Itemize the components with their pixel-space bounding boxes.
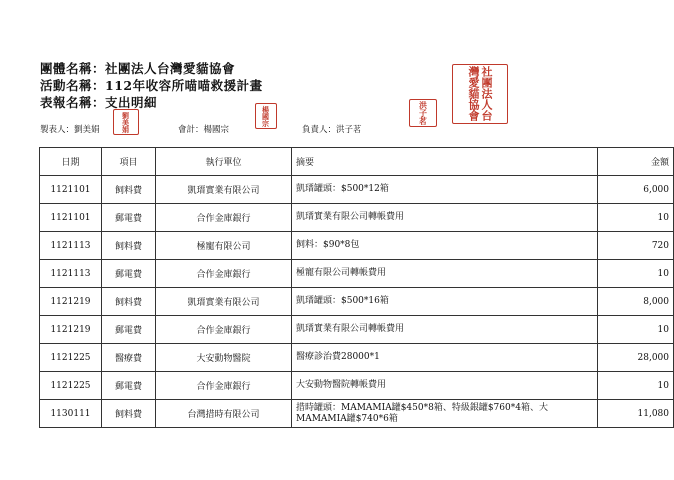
cell-unit: 凱瑨實業有限公司	[156, 288, 292, 316]
cell-unit: 合作金庫銀行	[156, 372, 292, 400]
table-row	[40, 372, 674, 400]
cell-unit: 合作金庫銀行	[156, 260, 292, 288]
header-date: 日期	[40, 148, 102, 176]
table-row	[40, 400, 674, 428]
expense-table	[39, 147, 674, 428]
cell-amount: 11,080	[598, 400, 674, 428]
organization-name: 團體名稱：社團法人台灣愛貓協會	[40, 61, 236, 76]
cell-unit: 合作金庫銀行	[156, 204, 292, 232]
table-row	[40, 176, 674, 204]
cell-summary: 凱瑨罐頭：$500*12箱	[292, 176, 598, 204]
cell-summary: 極寵有限公司轉帳費用	[292, 260, 598, 288]
cell-unit: 台灣措時有限公司	[156, 400, 292, 428]
report-name: 表報名稱：支出明細	[40, 95, 158, 110]
preparer-label: 製表人：劉美娟	[40, 125, 100, 135]
cell-date: 1121219	[40, 288, 102, 316]
preparer-seal: 劉美娟	[113, 109, 139, 135]
cell-date: 1121113	[40, 232, 102, 260]
header-unit: 執行單位	[156, 148, 292, 176]
cell-amount: 10	[598, 204, 674, 232]
cell-amount: 28,000	[598, 344, 674, 372]
cell-amount: 6,000	[598, 176, 674, 204]
table-row	[40, 204, 674, 232]
activity-name: 活動名稱：112年收容所喵喵救援計畫	[40, 78, 263, 93]
cell-summary: 凱瑨實業有限公司轉帳費用	[292, 204, 598, 232]
cell-unit: 極寵有限公司	[156, 232, 292, 260]
cell-item: 飼料費	[102, 232, 156, 260]
manager-label: 負責人：洪子茗	[302, 125, 362, 135]
organization-seal: 社團法人台灣愛貓協會	[452, 64, 508, 124]
cell-amount: 8,000	[598, 288, 674, 316]
cell-amount: 10	[598, 260, 674, 288]
cell-item: 郵電費	[102, 204, 156, 232]
header-summary: 摘要	[292, 148, 598, 176]
table-header-row	[40, 148, 674, 176]
accountant-seal: 楊國宗	[255, 103, 277, 129]
table-row	[40, 344, 674, 372]
header-amount: 金額	[598, 148, 674, 176]
cell-summary: 措時罐頭：MAMAMIA罐$450*8箱、特級銀罐$760*4箱、大MAMAMIA罐$740*6箱	[292, 400, 598, 428]
header-item: 項目	[102, 148, 156, 176]
cell-item: 郵電費	[102, 260, 156, 288]
cell-date: 1121219	[40, 316, 102, 344]
manager-seal: 洪子茗	[409, 99, 437, 127]
cell-item: 飼料費	[102, 176, 156, 204]
cell-amount: 720	[598, 232, 674, 260]
cell-date: 1121101	[40, 176, 102, 204]
cell-amount: 10	[598, 316, 674, 344]
table-row	[40, 232, 674, 260]
cell-amount: 10	[598, 372, 674, 400]
cell-date: 1130111	[40, 400, 102, 428]
table-row	[40, 260, 674, 288]
cell-item: 郵電費	[102, 316, 156, 344]
cell-unit: 合作金庫銀行	[156, 316, 292, 344]
cell-unit: 大安動物醫院	[156, 344, 292, 372]
cell-item: 飼料費	[102, 400, 156, 428]
cell-date: 1121113	[40, 260, 102, 288]
cell-summary: 凱瑨罐頭：$500*16箱	[292, 288, 598, 316]
cell-summary: 大安動物醫院轉帳費用	[292, 372, 598, 400]
cell-item: 飼料費	[102, 288, 156, 316]
table-row	[40, 288, 674, 316]
cell-unit: 凱瑨實業有限公司	[156, 176, 292, 204]
cell-date: 1121225	[40, 344, 102, 372]
table-row	[40, 316, 674, 344]
cell-summary: 醫療診治費28000*1	[292, 344, 598, 372]
cell-item: 郵電費	[102, 372, 156, 400]
cell-summary: 飼料：$90*8包	[292, 232, 598, 260]
cell-item: 醫療費	[102, 344, 156, 372]
accountant-label: 會計：楊國宗	[178, 125, 230, 135]
cell-summary: 凱瑨實業有限公司轉帳費用	[292, 316, 598, 344]
cell-date: 1121225	[40, 372, 102, 400]
cell-date: 1121101	[40, 204, 102, 232]
